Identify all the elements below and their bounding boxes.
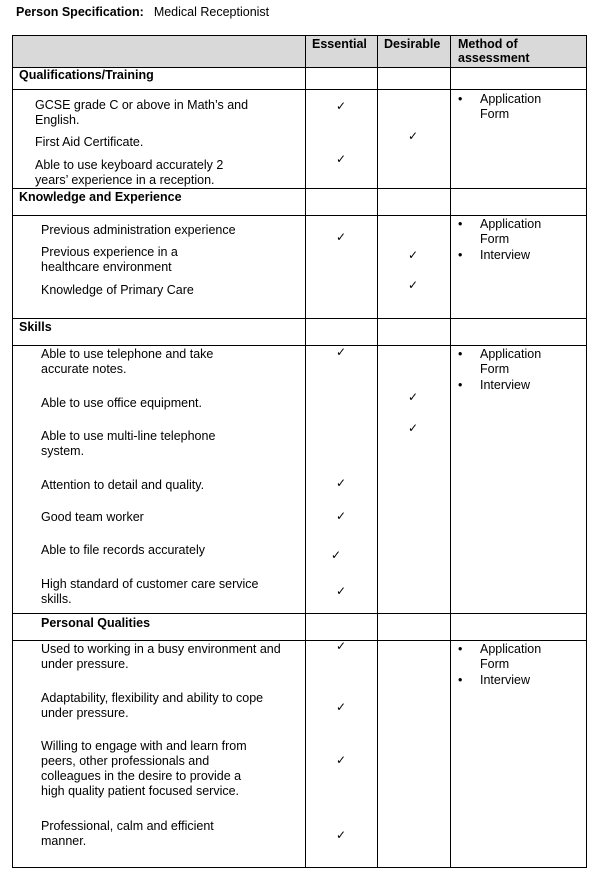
method-item <box>458 217 560 247</box>
method-item <box>458 347 560 377</box>
method-item <box>458 642 560 672</box>
desirable-check-icon: ✓ <box>408 278 419 292</box>
criterion-item: Able to use telephone and take accurate notes. <box>41 347 214 376</box>
essential-check-icon: ✓ <box>336 700 347 714</box>
col-divider <box>450 35 451 868</box>
bullet-icon: • <box>458 673 463 687</box>
section-heading: Skills <box>19 320 52 334</box>
essential-check-icon: ✓ <box>336 99 347 113</box>
desirable-check-icon: ✓ <box>408 129 419 143</box>
bullet-icon: • <box>458 248 463 262</box>
method-label: Application Form <box>480 92 542 121</box>
method-label: Application Form <box>480 347 542 376</box>
row-divider <box>12 318 587 319</box>
criterion-item: Able to use keyboard accurately 2 years’ experience in a reception. <box>35 158 224 187</box>
criterion-item: Willing to engage with and learn from peers, other professionals and colleagues in the desire to provide a high quality patient focused service. <box>41 739 247 798</box>
criterion-item: Knowledge of Primary Care <box>41 283 194 297</box>
essential-check-icon: ✓ <box>336 152 347 166</box>
row-divider <box>12 345 587 346</box>
desirable-check-icon: ✓ <box>408 248 419 262</box>
criterion-item: Previous administration experience <box>41 223 236 237</box>
row-divider <box>12 613 587 614</box>
criterion-item: Professional, calm and efficient manner. <box>41 819 214 848</box>
bullet-icon: • <box>458 642 463 656</box>
row-divider <box>12 188 587 189</box>
col-divider <box>377 35 378 868</box>
header-desirable: Desirable <box>384 37 441 51</box>
essential-check-icon: ✓ <box>336 230 347 244</box>
section-heading: Personal Qualities <box>41 616 151 630</box>
document-title <box>16 5 269 19</box>
method-item <box>458 92 560 122</box>
row-divider <box>12 89 587 90</box>
title-value: Medical Receptionist <box>153 5 270 19</box>
method-item <box>458 673 560 688</box>
essential-check-icon: ✓ <box>336 509 347 523</box>
criterion-item: Previous experience in a healthcare environment <box>41 245 178 274</box>
criterion-item: Able to use multi-line telephone system. <box>41 429 216 458</box>
bullet-icon: • <box>458 347 463 361</box>
method-label: Interview <box>480 673 531 687</box>
method-label: Application Form <box>480 642 542 671</box>
method-label: Interview <box>480 378 531 392</box>
criterion-item: GCSE grade C or above in Math’s and English. <box>35 98 249 127</box>
criterion-item: First Aid Certificate. <box>35 135 144 149</box>
criterion-item: High standard of customer care service skills. <box>41 577 259 606</box>
criterion-item: Able to file records accurately <box>41 543 205 557</box>
criterion-item: Adaptability, flexibility and ability to cope under pressure. <box>41 691 264 720</box>
criterion-item: Used to working in a busy environment and under pressure. <box>41 642 281 671</box>
row-divider <box>12 640 587 641</box>
method-label: Interview <box>480 248 531 262</box>
title-label: Person Specification: <box>16 5 144 19</box>
row-divider <box>12 215 587 216</box>
essential-check-icon: ✓ <box>331 548 342 562</box>
criterion-item: Able to use office equipment. <box>41 396 202 410</box>
bullet-icon: • <box>458 378 463 392</box>
method-item <box>458 378 560 393</box>
essential-check-icon: ✓ <box>336 584 347 598</box>
bullet-icon: • <box>458 217 463 231</box>
essential-check-icon: ✓ <box>336 753 347 767</box>
header-method: Method of assessment <box>458 37 530 65</box>
method-item <box>458 248 560 263</box>
section-heading: Qualifications/Training <box>19 68 154 82</box>
desirable-check-icon: ✓ <box>408 421 419 435</box>
col-divider <box>305 35 306 868</box>
desirable-check-icon: ✓ <box>408 390 419 404</box>
section-heading: Knowledge and Experience <box>19 190 182 204</box>
essential-check-icon: ✓ <box>336 476 347 490</box>
essential-check-icon: ✓ <box>336 639 347 653</box>
header-essential: Essential <box>312 37 367 51</box>
essential-check-icon: ✓ <box>336 828 347 842</box>
method-label: Application Form <box>480 217 542 246</box>
criterion-item: Attention to detail and quality. <box>41 478 205 492</box>
essential-check-icon: ✓ <box>336 345 347 359</box>
criterion-item: Good team worker <box>41 510 144 524</box>
bullet-icon: • <box>458 92 463 106</box>
